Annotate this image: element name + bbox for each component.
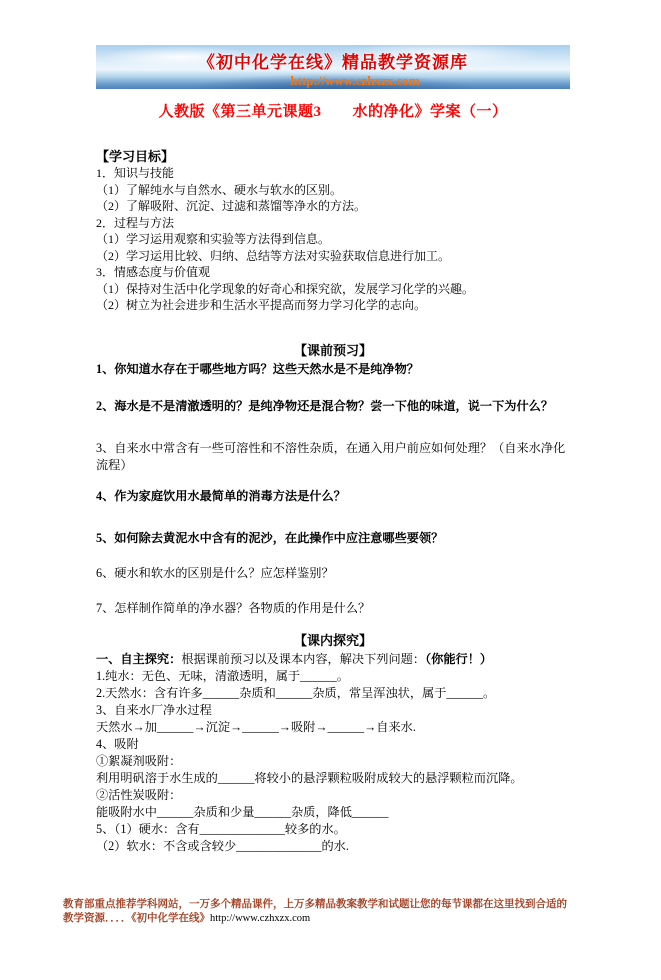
preview-heading: 【课前预习】 <box>293 342 372 358</box>
inquiry-line: 5、（1）硬水：含有______________较多的水。 <box>96 821 346 836</box>
preview-question: 7、怎样制作简单的净水器？各物质的作用是什么？ <box>96 600 371 615</box>
objective-line: 1．知识与技能 <box>96 166 175 180</box>
inquiry-line: 能吸附水中______杂质和少量______杂质，降低______ <box>96 804 389 819</box>
preview-question: 6、硬水和软水的区别是什么？应怎样鉴别？ <box>96 565 334 580</box>
inquiry-lead-bold: 一、自主探究： <box>96 651 182 666</box>
inquiry-lead-tail: （你能行！） <box>425 651 493 666</box>
banner-url-link[interactable]: http://www.czhxzx.com <box>290 73 420 88</box>
inquiry-lead-text: 根据课前预习以及课本内容，解决下列问题： <box>181 651 426 666</box>
objective-line: （1）了解纯水与自然水、硬水与软水的区别。 <box>96 182 343 197</box>
section-preview <box>96 342 570 617</box>
inquiry-line: 4、吸附 <box>96 736 139 751</box>
footer-line2 <box>63 912 608 926</box>
inquiry-line: （2）软水：不含或含较少______________的水. <box>96 838 349 853</box>
objective-line: （2）树立为社会进步和生活水平提高而努力学习化学的志向。 <box>96 298 427 312</box>
objective-line: （2）学习运用比较、归纳、总结等方法对实验获取信息进行加工。 <box>96 248 451 263</box>
objective-line: （1）保持对生活中化学现象的好奇心和探究欲，发展学习化学的兴趣。 <box>96 281 475 296</box>
section-objectives <box>96 148 570 314</box>
preview-question: 4、作为家庭饮用水最简单的消毒方法是什么？ <box>96 488 346 503</box>
preview-question: 2、海水是不是清澈透明的？是纯净物还是混合物？尝一下他的味道，说一下为什么？ <box>96 398 554 413</box>
objective-line: 2．过程与方法 <box>96 215 175 230</box>
inquiry-heading: 【课内探究】 <box>293 632 372 648</box>
inquiry-line: 2.天然水：含有许多______杂质和______杂质，常呈浑浊状，属于______。 <box>96 685 496 700</box>
inquiry-line: 利用明矾溶于水生成的______将较小的悬浮颗粒吸附成较大的悬浮颗粒而沉降。 <box>96 770 523 785</box>
inquiry-line: ①絮凝剂吸附： <box>96 753 182 768</box>
preview-question: 1、你知道水存在于哪些地方吗？这些天然水是不是纯净物？ <box>96 361 419 376</box>
banner-title: 《初中化学在线》精品教学资源库 <box>198 53 468 72</box>
section-inquiry <box>96 632 570 855</box>
footer-line2-text: 教学资源．．．．《初中化学在线》 <box>63 913 210 924</box>
preview-question: 3、自来水中常含有一些可溶性和不溶性杂质，在通入用户前应如何处理？（自来水净化流程） <box>96 440 566 472</box>
preview-question: 5、如何除去黄泥水中含有的泥沙，在此操作中应注意哪些要领？ <box>96 530 444 545</box>
objectives-heading: 【学习目标】 <box>96 149 175 164</box>
objective-line: （2）了解吸附、沉淀、过滤和蒸馏等净水的方法。 <box>96 199 367 213</box>
site-banner <box>96 45 570 89</box>
footer-url-link[interactable]: http://www.czhxzx.com <box>210 913 311 924</box>
page-footer <box>63 898 608 926</box>
inquiry-lead <box>96 651 570 668</box>
objective-line: （1）学习运用观察和实验等方法得到信息。 <box>96 232 331 246</box>
footer-line1: 教育部重点推荐学科网站，一万多个精品课件，上万多精品教案教学和试题让您的每节课都在这里找到合适的 <box>63 899 567 910</box>
document-title: 人教版《第三单元课题3 水的净化》学案（一） <box>158 104 508 120</box>
inquiry-line: 3、自来水厂净水过程 <box>96 702 212 717</box>
inquiry-line: ②活性炭吸附： <box>96 787 182 802</box>
inquiry-line: 1.纯水：无色、无味，清澈透明，属于______。 <box>96 668 349 683</box>
inquiry-line: 天然水→加______→沉淀→______→吸附→______→自来水. <box>96 719 416 734</box>
objective-line: 3．情感态度与价值观 <box>96 265 211 279</box>
document-page <box>96 45 570 855</box>
